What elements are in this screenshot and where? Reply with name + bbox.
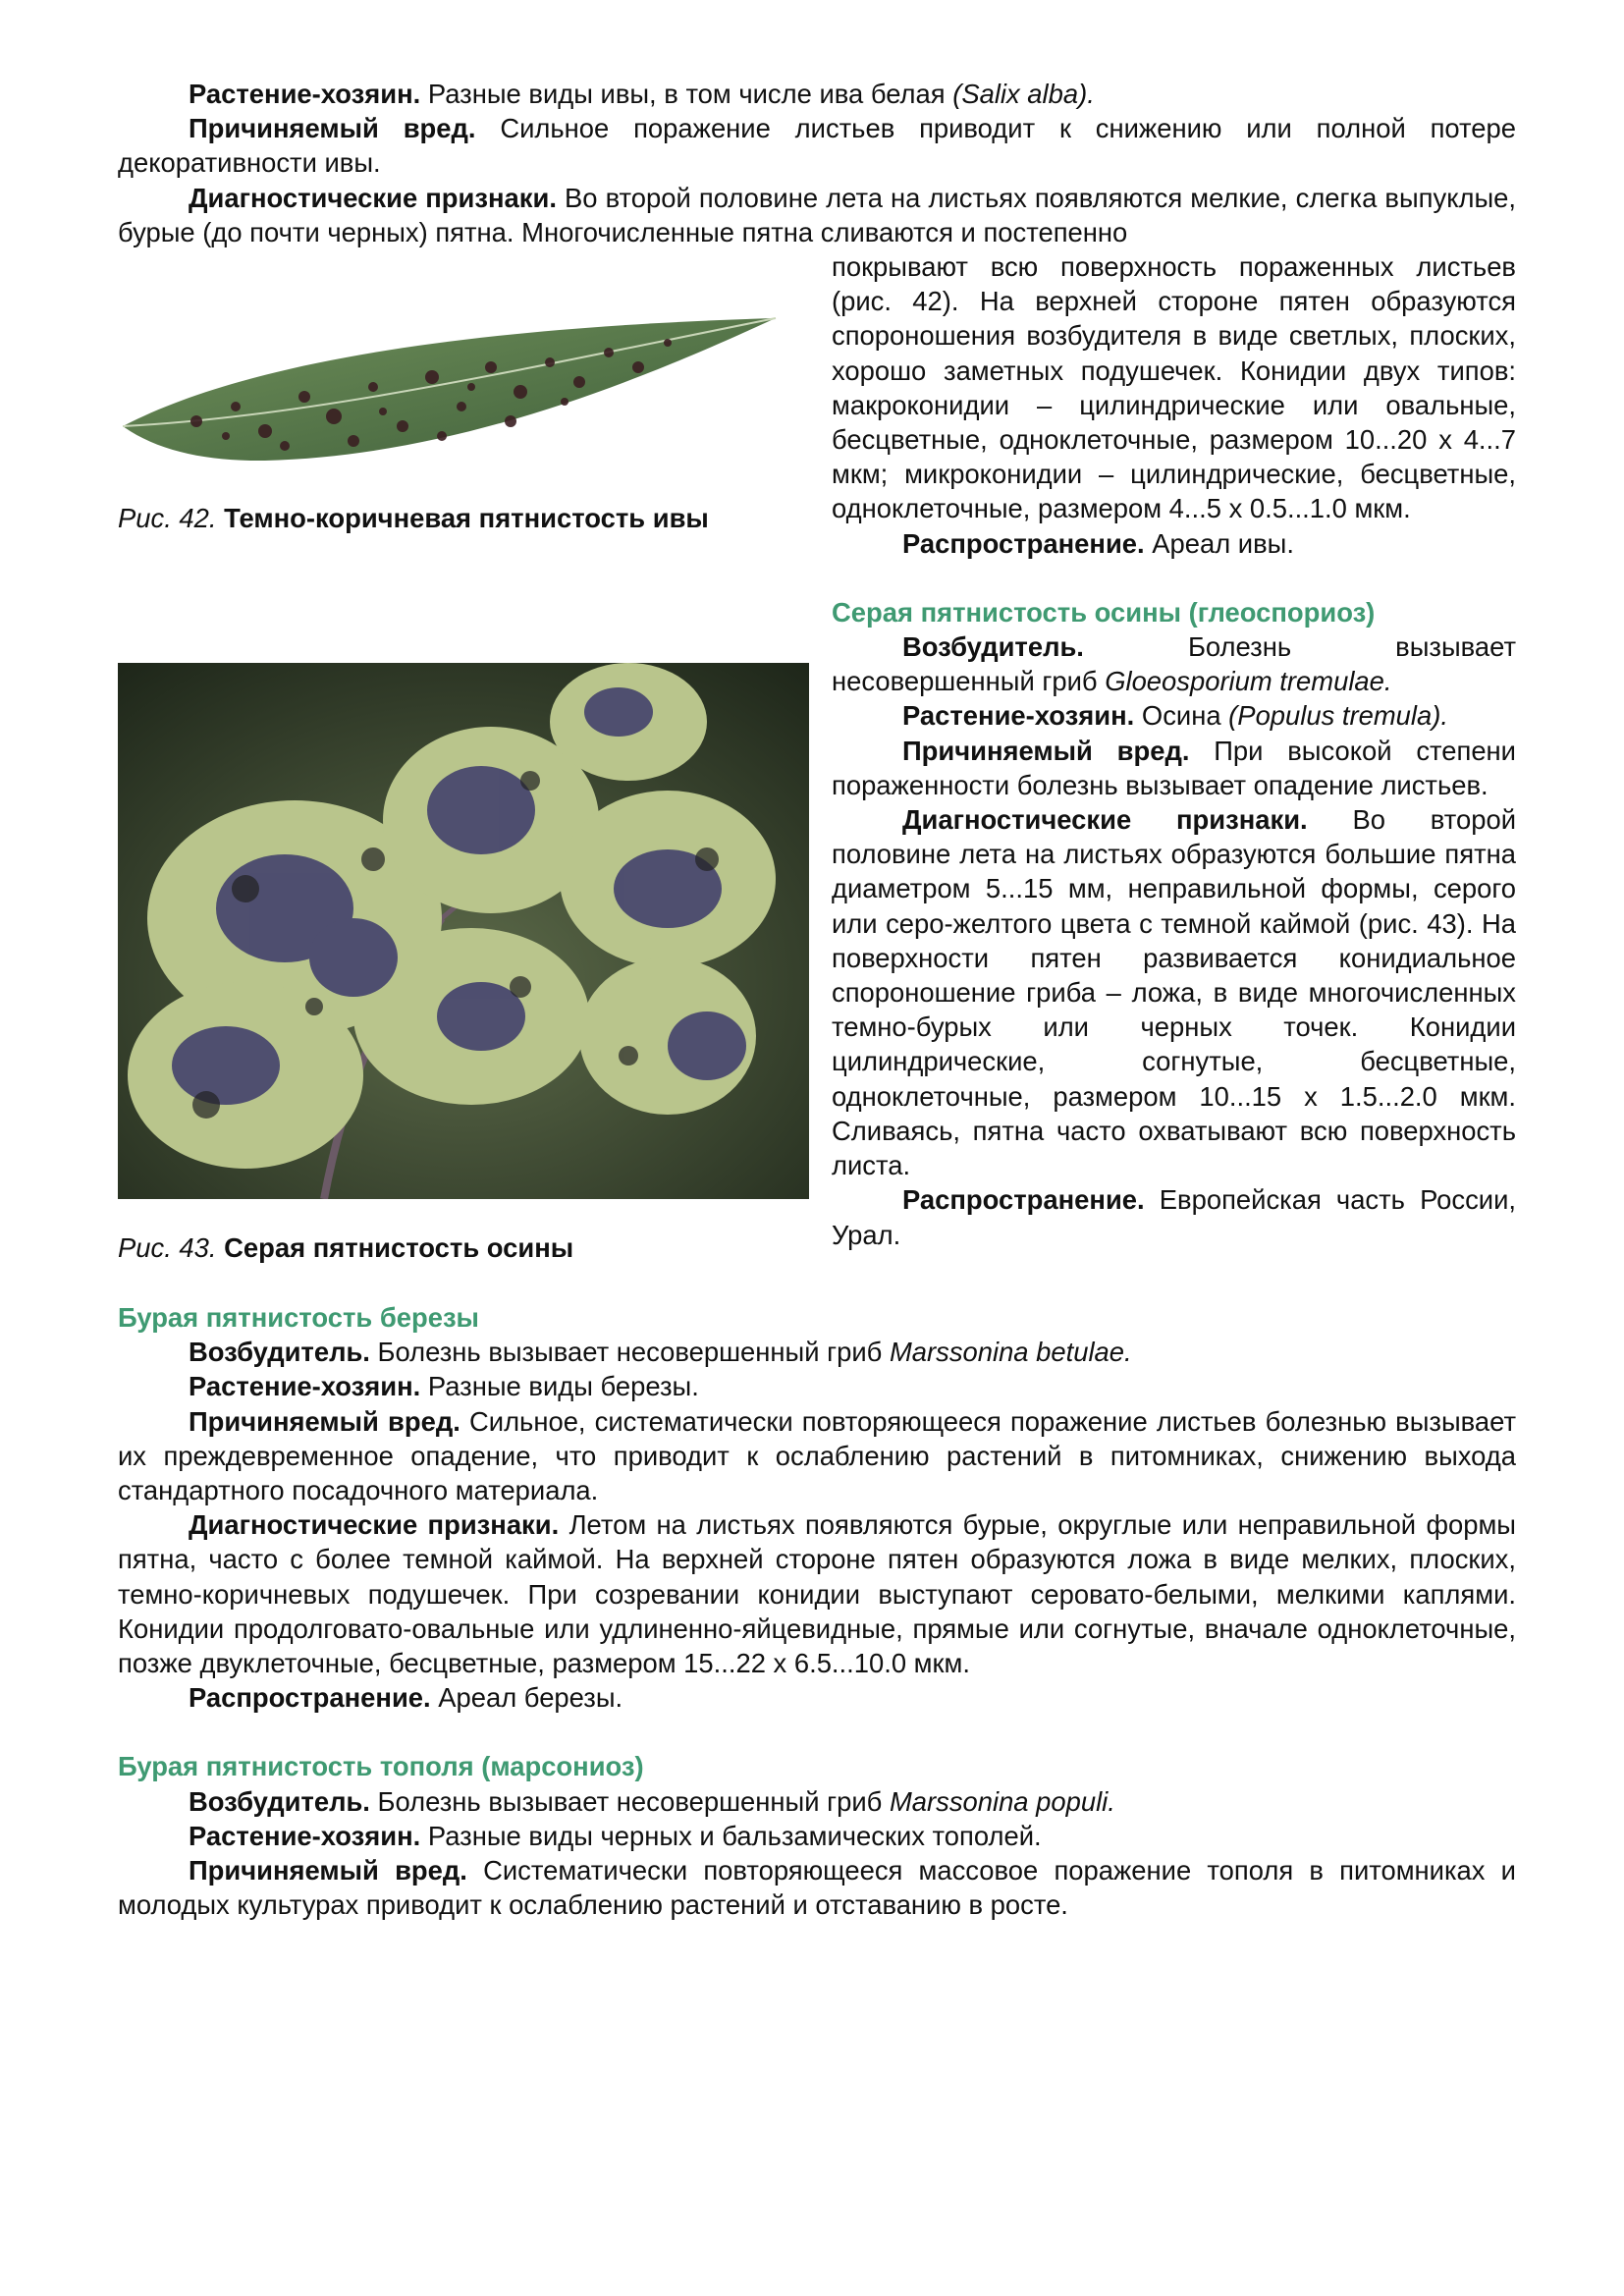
figure-43-caption: [118, 1230, 817, 1265]
poplar-harm-paragraph: Причиняемый вред. Систематически повторяющееся массовое поражение тополя в питомниках и молодых культурах приводит к ослаблению растений и отставанию в росте.: [118, 1855, 1516, 1921]
willow-diag-continuation: покрывают всю поверхность пораженных листьев (рис. 42). На верхней стороне пятен образуются спороношения возбудителя в виде светлых, плоских, хорошо заметных подушечек. Конидии двух типов: макроконидии – цилиндрические или овальные, бесцветные, одноклеточные, размером 10...20 х 4...7 мкм; микроконидии – цилиндрические, бесцветные, одноклеточные, размером 4...5 х 0.5...1.0 мкм.: [832, 251, 1516, 524]
willow-host-paragraph: Растение-хозяин. Разные виды ивы, в том числе ива белая (Salix alba).: [189, 79, 1095, 109]
birch-harm-paragraph: Причиняемый вред. Сильное, систематически повторяющееся поражение листьев болезнью вызывает их преждевременное опадение, что приводит к ослаблению растений в питомниках, снижению выхода стандартного посадочного материала.: [118, 1405, 1516, 1506]
diag-label: Диагностические признаки.: [189, 182, 557, 213]
poplar-agent-paragraph: Возбудитель. Болезнь вызывает несовершенный гриб Marssonina populi.: [189, 1785, 1115, 1817]
aspen-leaves-figure: [118, 663, 809, 1199]
figures-column: [118, 249, 817, 1265]
host-label: Растение-хозяин.: [189, 79, 421, 109]
aspen-diag-paragraph: Диагностические признаки. Во второй половине лета на листьях образуются большие пятна диаметром 5...15 мм, неправильной формы, серого или серо-желтого цвета с темной каймой (рис. 43). На поверхности пятен развивается конидиальное спороношение гриба – ложа, в виде многочисленных темно-бурых или черных точек. Конидии цилиндрические, согнутые, бесцветные, одноклеточные, размером 10...15 х 1.5...2.0 мкм. Сливаясь, пятна часто охватывают всю поверхность листа.: [832, 804, 1516, 1181]
poplar-host-paragraph: Растение-хозяин. Разные виды черных и бальзамических тополей.: [189, 1820, 1042, 1851]
two-column-section: [118, 249, 1516, 1265]
spread-label: Распространение.: [902, 527, 1145, 559]
willow-harm-paragraph: Причиняемый вред. Сильное поражение листьев приводит к снижению или полной потере декоративности ивы.: [118, 113, 1516, 179]
willow-diag-paragraph: Диагностические признаки. Во второй половине лета на листьях появляются мелкие, слегка выпуклые, бурые (до почти черных) пятна. Многочисленные пятна сливаются и постепенно: [118, 182, 1516, 247]
figure-42-caption: [118, 501, 817, 535]
page-content: [118, 77, 1516, 1922]
aspen-harm-paragraph: Причиняемый вред. При высокой степени пораженности болезнь вызывает опадение листьев.: [832, 735, 1516, 800]
figure-42-title: Темно-коричневая пятнистость ивы: [224, 503, 709, 534]
aspen-section-heading: Серая пятнистость осины (глеоспориоз): [832, 596, 1376, 628]
figure-43-title: Серая пятнистость осины: [224, 1232, 574, 1264]
figure-43-number: Рис. 43.: [118, 1232, 217, 1264]
figure-42-number: Рис. 42.: [118, 503, 217, 534]
harm-label: Причиняемый вред.: [189, 113, 476, 144]
birch-agent-paragraph: Возбудитель. Болезнь вызывает несовершенный гриб Marssonina betulae.: [189, 1337, 1132, 1368]
willow-leaf-figure: [118, 308, 785, 465]
aspen-host-paragraph: Растение-хозяин. Осина (Populus tremula).: [902, 700, 1448, 732]
birch-spread-paragraph: Распространение. Ареал березы.: [189, 1682, 623, 1714]
birch-section-heading: Бурая пятнистость березы: [118, 1302, 479, 1334]
willow-spread-paragraph: Распространение. Ареал ивы.: [902, 527, 1294, 559]
aspen-spread-paragraph: Распространение. Европейская часть России, Урал.: [832, 1184, 1516, 1250]
text-column: [832, 249, 1516, 1252]
aspen-agent-paragraph: Возбудитель. Болезнь вызывает несовершенный гриб Gloeosporium tremulae.: [832, 631, 1516, 697]
birch-diag-paragraph: Диагностические признаки. Летом на листьях появляются бурые, округлые или неправильной формы пятна, часто с более темной каймой. На верхней стороне пятен образуются ложа в виде мелких, плоских, темно-коричневых подушечек. При созревании конидии выступают серовато-белыми, мелкими каплями. Конидии продолговато-овальные или удлиненно-яйцевидные, прямые или согнутые, вначале одноклеточные, позже двуклеточные, бесцветные, размером 15...22 х 6.5...10.0 мкм.: [118, 1509, 1516, 1679]
poplar-section-heading: Бурая пятнистость тополя (марсониоз): [118, 1751, 644, 1782]
birch-host-paragraph: Растение-хозяин. Разные виды березы.: [189, 1371, 699, 1402]
